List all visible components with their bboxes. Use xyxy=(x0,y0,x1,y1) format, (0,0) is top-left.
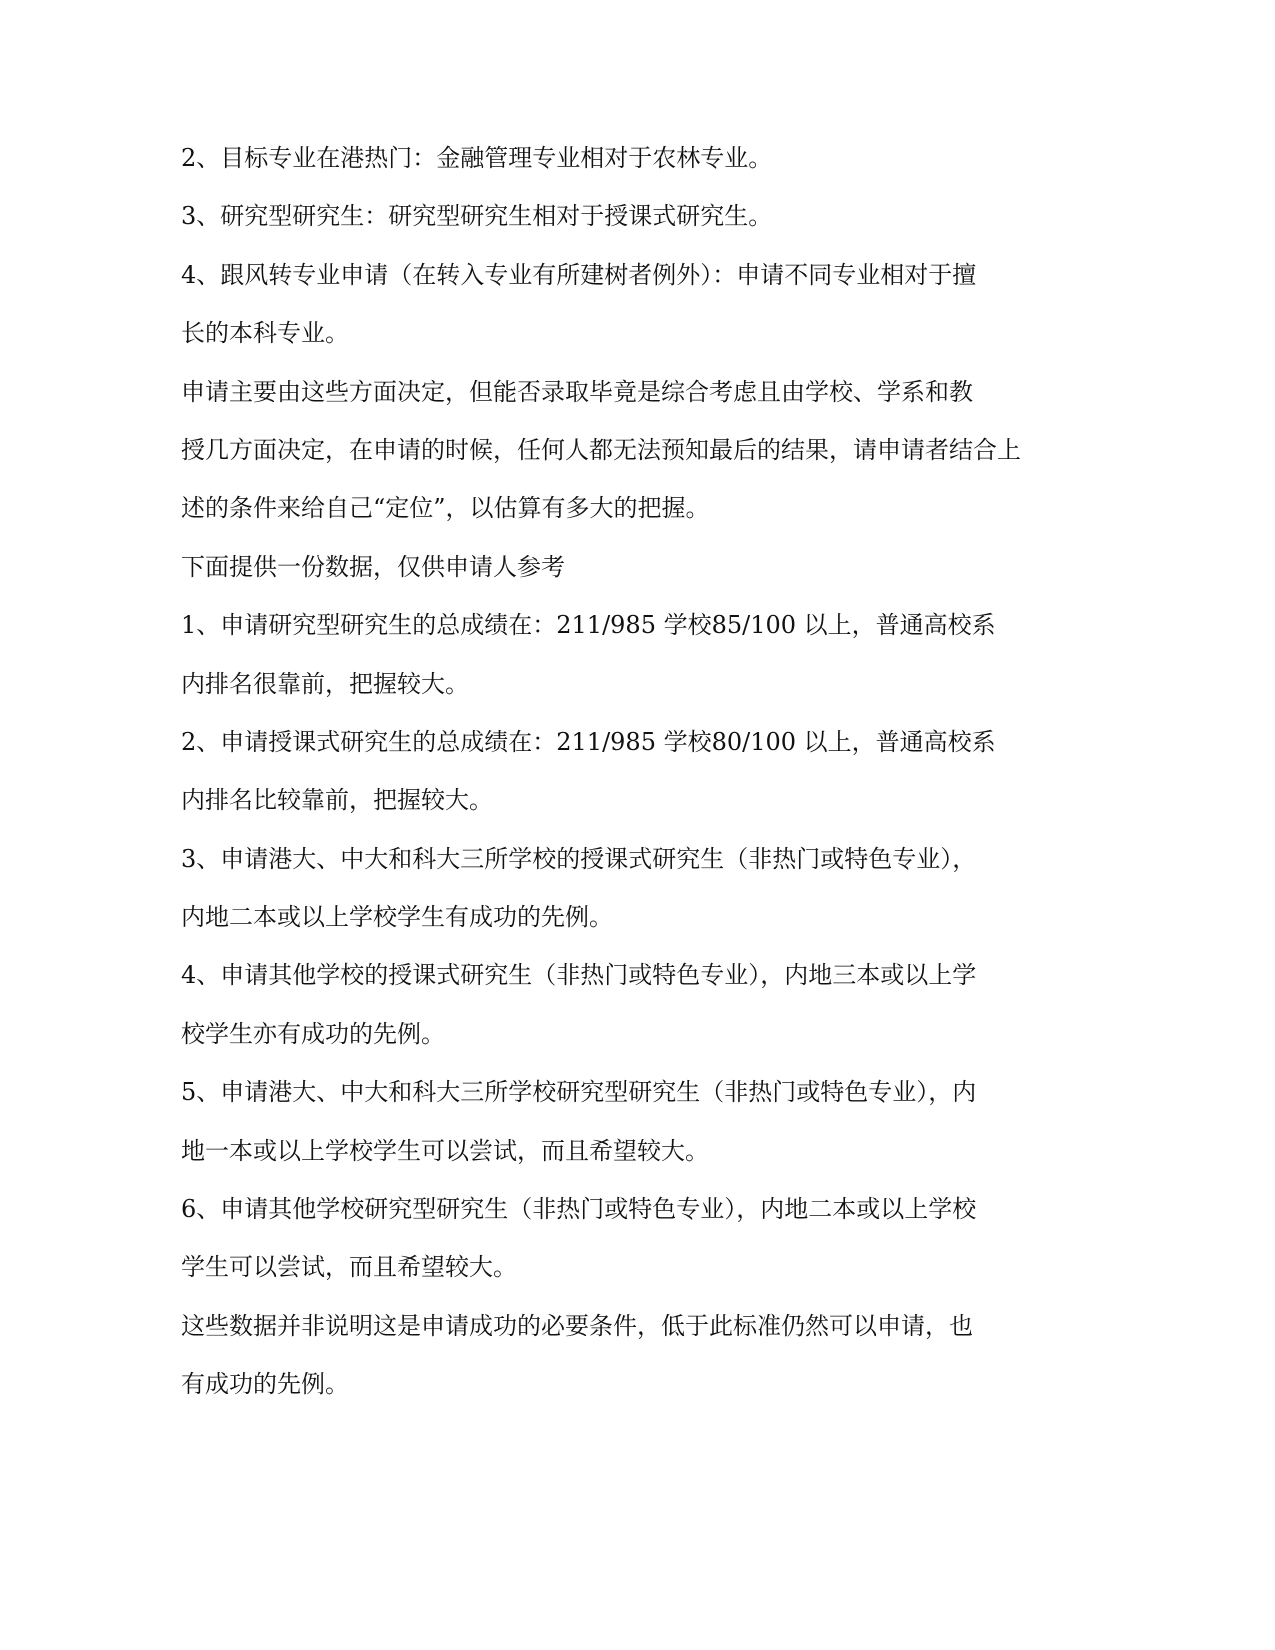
text-line: 下面提供一份数据，仅供申请人参考 xyxy=(181,552,565,581)
text-line: 有成功的先例。 xyxy=(181,1370,349,1399)
text-line: 长的本科专业。 xyxy=(181,319,349,348)
text-line: 5、申请港大、中大和科大三所学校研究型研究生（非热门或特色专业），内 xyxy=(181,1078,977,1107)
text-line: 内地二本或以上学校学生有成功的先例。 xyxy=(181,903,613,932)
text-line: 内排名比较靠前，把握较大。 xyxy=(181,786,493,815)
document-body xyxy=(181,137,1061,1422)
text-line: 地一本或以上学校学生可以尝试，而且希望较大。 xyxy=(181,1136,709,1165)
text-line: 2、目标专业在港热门：金融管理专业相对于农林专业。 xyxy=(181,144,773,172)
text-line: 6、申请其他学校研究型研究生（非热门或特色专业），内地二本或以上学校 xyxy=(181,1195,977,1224)
text-line: 1、申请研究型研究生的总成绩在：211/985 学校85/100 以上，普通高校系 xyxy=(181,611,996,640)
text-line: 申请主要由这些方面决定，但能否录取毕竟是综合考虑且由学校、学系和教 xyxy=(181,377,973,406)
text-line: 4、跟风转专业申请（在转入专业有所建树者例外）：申请不同专业相对于擅 xyxy=(181,260,977,289)
text-line: 校学生亦有成功的先例。 xyxy=(181,1019,445,1048)
text-line: 3、研究型研究生：研究型研究生相对于授课式研究生。 xyxy=(181,202,773,231)
text-line: 3、申请港大、中大和科大三所学校的授课式研究生（非热门或特色专业）， xyxy=(181,844,977,873)
text-line: 2、申请授课式研究生的总成绩在：211/985 学校80/100 以上，普通高校系 xyxy=(181,727,996,756)
text-line: 学生可以尝试，而且希望较大。 xyxy=(181,1253,517,1282)
text-line: 这些数据并非说明这是申请成功的必要条件，低于此标准仍然可以申请，也 xyxy=(181,1311,973,1340)
text-line: 4、申请其他学校的授课式研究生（非热门或特色专业），内地三本或以上学 xyxy=(181,961,977,990)
text-line: 内排名很靠前，把握较大。 xyxy=(181,669,469,698)
text-line: 授几方面决定，在申请的时候，任何人都无法预知最后的结果，请申请者结合上 xyxy=(181,435,1021,464)
text-line: 述的条件来给自己“定位”，以估算有多大的把握。 xyxy=(181,494,710,523)
